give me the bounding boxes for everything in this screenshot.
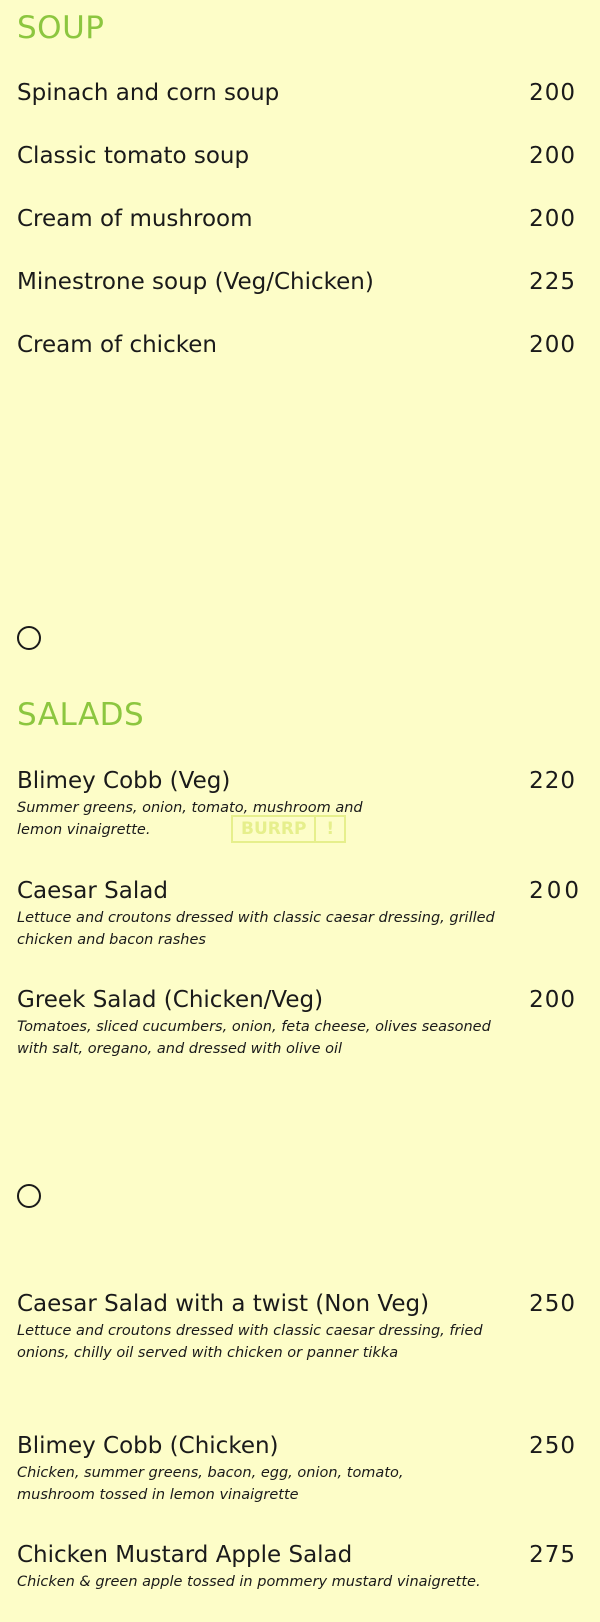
salad-item <box>17 1541 576 1593</box>
item-name: Caesar Salad with a twist (Non Veg) <box>17 1291 430 1317</box>
soup-heading: SOUP <box>17 10 105 46</box>
soup-item <box>17 79 576 107</box>
soup-item <box>17 268 576 296</box>
salads-heading: SALADS <box>17 697 145 733</box>
item-name: Caesar Salad <box>17 878 168 904</box>
item-price: 250 <box>529 1433 576 1459</box>
item-name: Minestrone soup (Veg/Chicken) <box>17 269 374 295</box>
item-description: Lettuce and croutons dressed with classic caesar dressing, grilled chicken and bacon rashes <box>17 910 495 948</box>
item-price: 200 <box>529 987 576 1013</box>
circle-icon <box>17 1184 41 1208</box>
item-price: 220 <box>529 768 576 794</box>
item-name: Greek Salad (Chicken/Veg) <box>17 987 324 1013</box>
item-name: Blimey Cobb (Veg) <box>17 768 231 794</box>
soup-item <box>17 331 576 359</box>
item-description: Lettuce and croutons dressed with classic caesar dressing, fried onions, chilly oil served with chicken or panner tikka <box>17 1323 483 1361</box>
item-price: 200 <box>529 332 576 358</box>
item-description: Chicken & green apple tossed in pommery mustard vinaigrette. <box>17 1574 481 1590</box>
watermark-mark: ! <box>314 817 344 841</box>
item-price: 225 <box>529 269 576 295</box>
salad-item <box>17 877 582 951</box>
item-price: 275 <box>529 1542 576 1568</box>
item-price: 200 <box>529 878 582 904</box>
item-description: Summer greens, onion, tomato, mushroom and lemon vinaigrette. <box>17 800 363 838</box>
watermark-text: BURRP <box>241 819 307 839</box>
item-name: Classic tomato soup <box>17 143 250 169</box>
item-name: Blimey Cobb (Chicken) <box>17 1433 279 1459</box>
item-description: Chicken, summer greens, bacon, egg, onion, tomato, mushroom tossed in lemon vinaigrette <box>17 1465 404 1503</box>
item-price: 200 <box>529 80 576 106</box>
circle-icon <box>17 626 41 650</box>
item-name: Chicken Mustard Apple Salad <box>17 1542 353 1568</box>
soup-item <box>17 205 576 233</box>
soup-item <box>17 142 576 170</box>
item-price: 200 <box>529 143 576 169</box>
item-price: 200 <box>529 206 576 232</box>
item-description: Tomatoes, sliced cucumbers, onion, feta cheese, olives seasoned with salt, oregano, and dressed with olive oil <box>17 1019 491 1057</box>
salad-item <box>17 1432 576 1506</box>
item-price: 250 <box>529 1291 576 1317</box>
salad-item <box>17 986 576 1060</box>
item-name: Spinach and corn soup <box>17 80 280 106</box>
item-name: Cream of chicken <box>17 332 217 358</box>
burrp-watermark <box>231 815 346 843</box>
item-name: Cream of mushroom <box>17 206 253 232</box>
salad-item <box>17 1290 576 1364</box>
